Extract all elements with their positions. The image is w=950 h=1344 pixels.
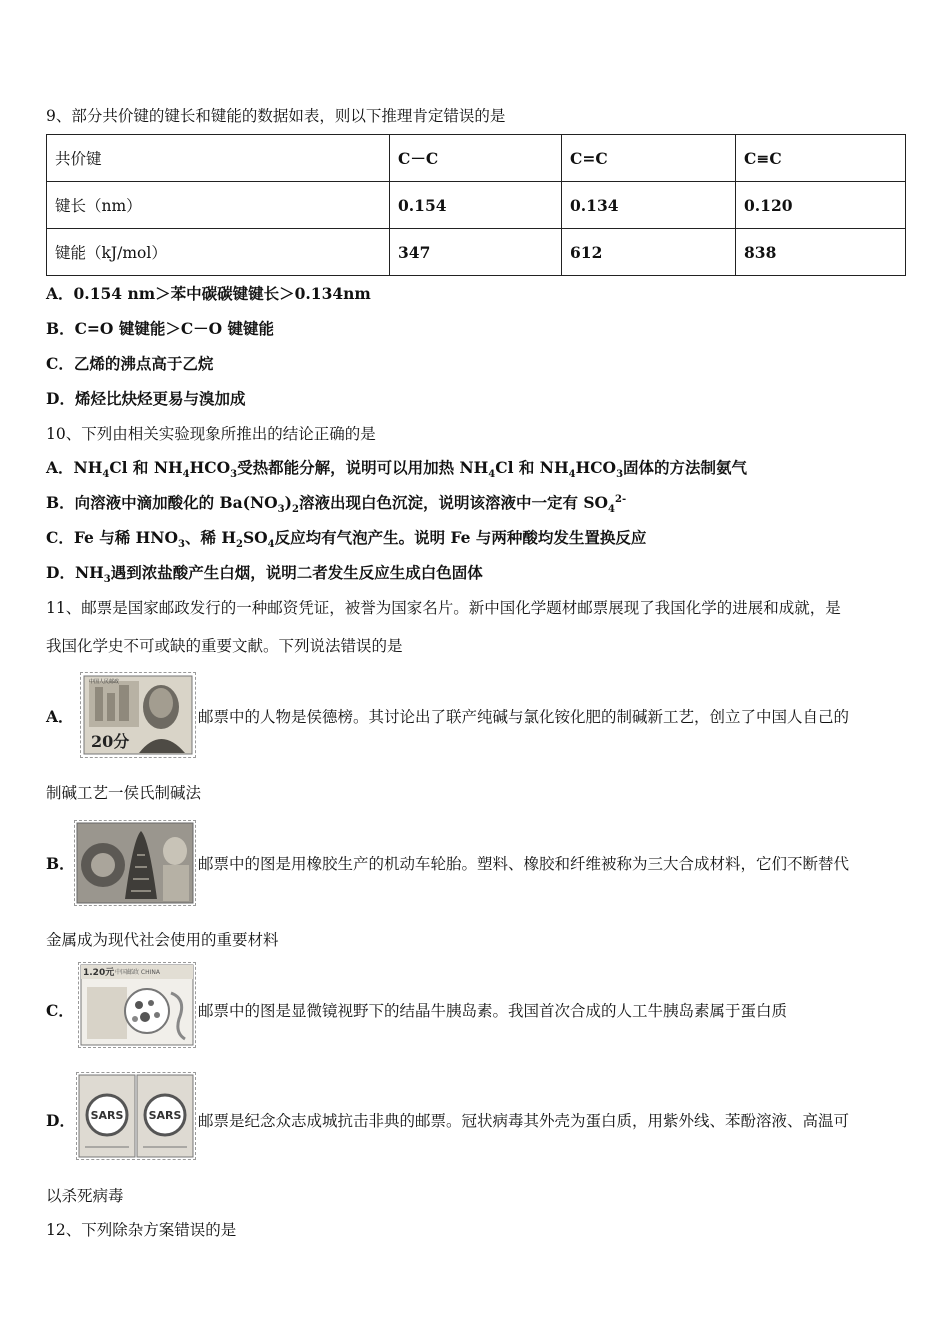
q11-stem-line2: 我国化学史不可或缺的重要文献。下列说法错误的是 — [46, 637, 403, 655]
text-fragment: HCO — [189, 458, 231, 477]
q10-stem: 10、下列由相关实验现象所推出的结论正确的是 — [46, 425, 376, 443]
q10-option-b — [46, 491, 626, 515]
table-cell: C≡C — [736, 135, 906, 182]
text-fragment: C．Fe 与稀 HNO — [46, 528, 178, 547]
text-fragment: B．向溶液中滴加酸化的 Ba(NO — [46, 493, 278, 512]
q11-option-d-text: 邮票是纪念众志成城抗击非典的邮票。冠状病毒其外壳为蛋白质，用紫外线、苯酚溶液、高温可 — [198, 1112, 850, 1130]
text-fragment: 固体的方法制氨气 — [623, 458, 748, 477]
subscript: 4 — [568, 469, 576, 481]
q11-option-b-text-cont: 金属成为现代社会使用的重要材料 — [46, 931, 279, 949]
text-fragment: SO — [242, 528, 268, 547]
q11-option-c-text: 邮票中的图是显微镜视野下的结晶牛胰岛素。我国首次合成的人工牛胰岛素属于蛋白质 — [198, 1002, 788, 1020]
q10-option-a — [46, 456, 747, 480]
q11-option-c-label: C． — [46, 1001, 74, 1020]
table-cell: 838 — [736, 229, 906, 276]
q11-option-b-text: 邮票中的图是用橡胶生产的机动车轮胎。塑料、橡胶和纤维被称为三大合成材料，它们不断替代 — [198, 855, 850, 873]
hou-debang-stamp-image — [80, 672, 196, 758]
subscript: 3 — [103, 574, 111, 586]
table-cell: 共价键 — [47, 135, 390, 182]
q10-option-d — [46, 561, 483, 585]
q9-option-a: A．0.154 nm＞苯中碳碳键键长＞0.134nm — [46, 284, 371, 303]
q11-option-a-text: 邮票中的人物是侯德榜。其讨论出了联产纯碱与氯化铵化肥的制碱新工艺，创立了中国人自己的 — [198, 708, 850, 726]
table-cell: 键能（kJ/mol） — [47, 229, 390, 276]
table-row — [47, 229, 906, 276]
text-fragment: A．NH — [46, 458, 103, 477]
q9-stem: 9、部分共价键的键长和键能的数据如表，则以下推理肯定错误的是 — [46, 107, 506, 125]
table-cell: 612 — [562, 229, 736, 276]
q11-option-d-label: D． — [46, 1111, 75, 1130]
text-fragment: Cl 和 NH — [109, 458, 183, 477]
text-fragment: 受热都能分解，说明可以用加热 NH — [237, 458, 489, 477]
superscript: 2- — [615, 493, 627, 505]
q9-option-c — [46, 352, 213, 374]
text-fragment: ) — [284, 493, 292, 512]
subscript: 4 — [102, 469, 110, 481]
q10-option-c — [46, 526, 646, 550]
table-row — [47, 182, 906, 229]
subscript: 3 — [177, 539, 185, 551]
subscript: 2 — [291, 504, 299, 516]
q11-stem-line1: 11、邮票是国家邮政发行的一种邮资凭证，被誉为国家名片。新中国化学题材邮票展现了我国化学的进展和成就，是 — [46, 599, 841, 617]
tire-stamp-image — [74, 820, 196, 906]
q9-option-b: B．C=O 键键能＞C－O 键键能 — [46, 319, 275, 338]
q11-option-a-label: A． — [46, 707, 74, 726]
q12-stem: 12、下列除杂方案错误的是 — [46, 1221, 237, 1239]
subscript: 4 — [488, 469, 496, 481]
subscript: 4 — [182, 469, 190, 481]
stamp-value-text: 1.20元 — [83, 968, 115, 978]
text-fragment: 、稀 H — [184, 528, 236, 547]
text-fragment: HCO — [575, 458, 617, 477]
table-cell: 0.134 — [562, 182, 736, 229]
subscript: 4 — [267, 539, 275, 551]
table-cell: 347 — [390, 229, 562, 276]
text-fragment: Cl 和 NH — [495, 458, 569, 477]
q11-option-a-text-cont: 制碱工艺一侯氏制碱法 — [46, 784, 202, 802]
stamp-country-text: 中国人民邮政 — [89, 679, 120, 685]
bond-data-table — [46, 134, 906, 276]
table-cell: 0.154 — [390, 182, 562, 229]
q9-option-d-text: D．烯烃比炔烃更易与溴加成 — [46, 389, 246, 408]
text-fragment: D．NH — [46, 563, 104, 582]
table-cell: C=C — [562, 135, 736, 182]
stamp-value-text: 20分 — [91, 732, 130, 751]
text-fragment: 反应均有气泡产生。说明 Fe 与两种酸均发生置换反应 — [274, 528, 647, 547]
stamp-country-text: 中国邮政 CHINA — [115, 969, 160, 976]
text-fragment: 溶液出现白色沉淀，说明该溶液中一定有 SO — [298, 493, 609, 512]
stamp-label-left: SARS — [90, 1109, 124, 1122]
table-cell: 键长（nm） — [47, 182, 390, 229]
table-cell: C－C — [390, 135, 562, 182]
stamp-label-right: SARS — [148, 1109, 182, 1122]
sars-stamp-image — [76, 1072, 196, 1160]
q11-option-b-label: B． — [46, 854, 75, 873]
q11-option-d-text-cont: 以杀死病毒 — [46, 1187, 124, 1205]
subscript: 3 — [230, 469, 238, 481]
subscript: 3 — [277, 504, 285, 516]
table-cell: 0.120 — [736, 182, 906, 229]
table-header-row — [47, 135, 906, 182]
q9-option-c-text: C．乙烯的沸点高于乙烷 — [46, 354, 214, 373]
insulin-stamp-image — [78, 962, 196, 1048]
subscript: 2 — [235, 539, 243, 551]
text-fragment: 遇到浓盐酸产生白烟，说明二者发生反应生成白色固体 — [110, 563, 483, 582]
subscript: 3 — [616, 469, 624, 481]
subscript: 4 — [608, 504, 615, 516]
q9-option-d — [46, 387, 245, 409]
